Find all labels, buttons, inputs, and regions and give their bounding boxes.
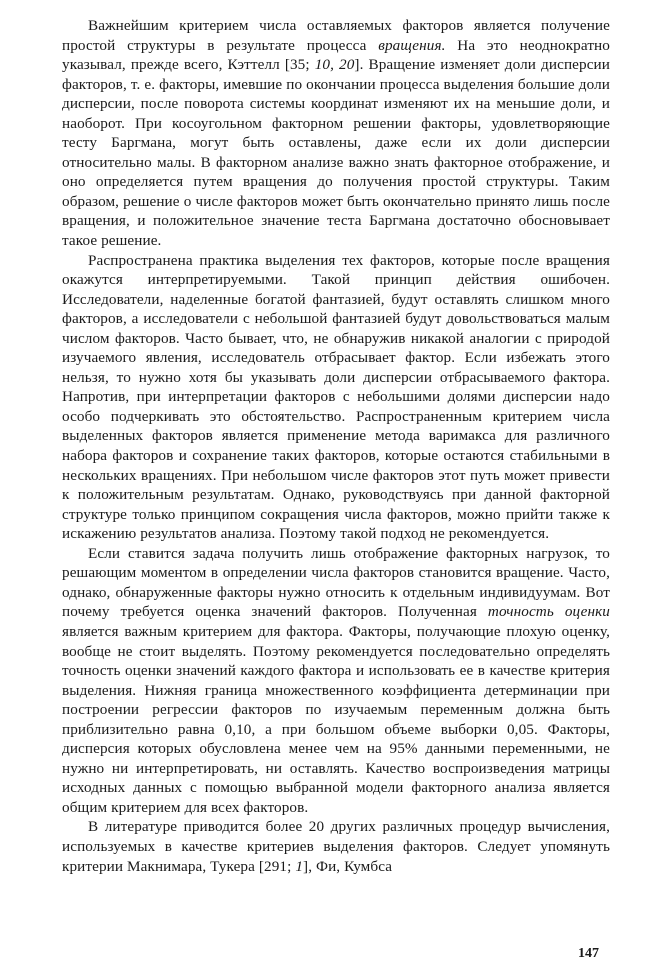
text-segment: является важным критерием для фактора. Факторы, получающие плохую оценку, вообще не стоит выделять. Поэтому рекомендуется последовательно определять точность оценки значений каждого фактора и использовать ее в качестве критерия выделения. Нижняя граница множественного коэффициента детерминации при построении регрессии факторов по изучаемым переменным должна быть приблизительно равна 0,10, а при большом объеме выборки 0,05. Факторы, дисперсия которых обусловлена менее чем на 95% данными переменными, не нужно ни интерпретировать, ни оставлять. Качество воспроизведения матрицы исходных данных с помощью выбранной модели факторного анализа является общим критерием для всех факторов. [62,622,610,816]
page-body [62,16,610,876]
italic-text: 10, 20 [314,56,355,74]
text-segment: В литературе приводится более 20 других различных процедур вычисления, используемых в качестве критериев выделения факторов. Следует упомянуть критерии Макнимара, Тукера [291; [62,818,610,875]
italic-text: 1 [295,857,304,875]
text-segment: ], Фи, Кумбса [303,857,393,875]
page-number: 147 [578,946,599,961]
italic-text: вращения. [378,36,446,54]
paragraph-4 [62,817,610,876]
text-segment: Если ставится задача получить лишь отображение факторных нагрузок, то решающим моментом в определении числа факторов становится вращение. Часто, однако, обнаруженные факторы нужно относить к отдельным индивидуумам. Вот почему требуется оценка значений факторов. Полученная [62,544,610,621]
text-segment: ]. Вращение изменяет доли дисперсии факторов, т. е. факторы, имевшие по окончании процесса выделения большие доли дисперсии, после поворота системы координат изменяют их на меньшие доли, и наоборот. При косоугольном факторном решении факторы, удовлетворяющие тесту Баргмана, могут быть оставлены, даже если их доли дисперсии относительно малы. В факторном анализе важно знать факторное отображение, и оно определяется путем вращения до получения простой структуры. Таким образом, решение о числе факторов может быть окончательно принято лишь после вращения, и положительное значение теста Баргмана достаточно обосновывает такое решение. [62,56,610,250]
text-segment: На это неоднократно указывал, прежде всего, Кэттелл [35; [62,36,610,74]
paragraph-3 [62,544,610,818]
text-segment: Распространена практика выделения тех факторов, которые после вращения окажутся интерпретируемыми. Такой принцип действия ошибочен. Исследователи, наделенные богатой фантазией, будут оставлять слишком много факторов, а исследователи с небольшой фантазией будут довольствоваться малым числом факторов. Часто бывает, что, не обнаружив никакой аналогии с природой изучаемого явления, исследователь отбрасывает фактор. Если избежать этого нельзя, то нужно хотя бы указывать доли дисперсии отбрасываемого фактора. Напротив, при интерпретации факторов с небольшими долями дисперсии надо особо подчеркивать это обстоятельство. Распространенным критерием числа выделенных факторов является применение метода варимакса для различного набора факторов и сохранение таких факторов, которые остаются стабильными в нескольких вращениях. При небольшом числе факторов этот путь может привести к положительным результатам. Однако, руководствуясь при данной факторной структуре только принципом сокращения числа факторов, можно прийти также к искажению результатов анализа. Поэтому такой подход не рекомендуется. [62,251,610,543]
paragraph-2 [62,251,610,544]
text-segment: Важнейшим критерием числа оставляемых факторов является получение простой структуры в результате процесса [62,17,610,54]
paragraph-1 [62,16,610,251]
italic-text: точность оценки [487,603,610,621]
